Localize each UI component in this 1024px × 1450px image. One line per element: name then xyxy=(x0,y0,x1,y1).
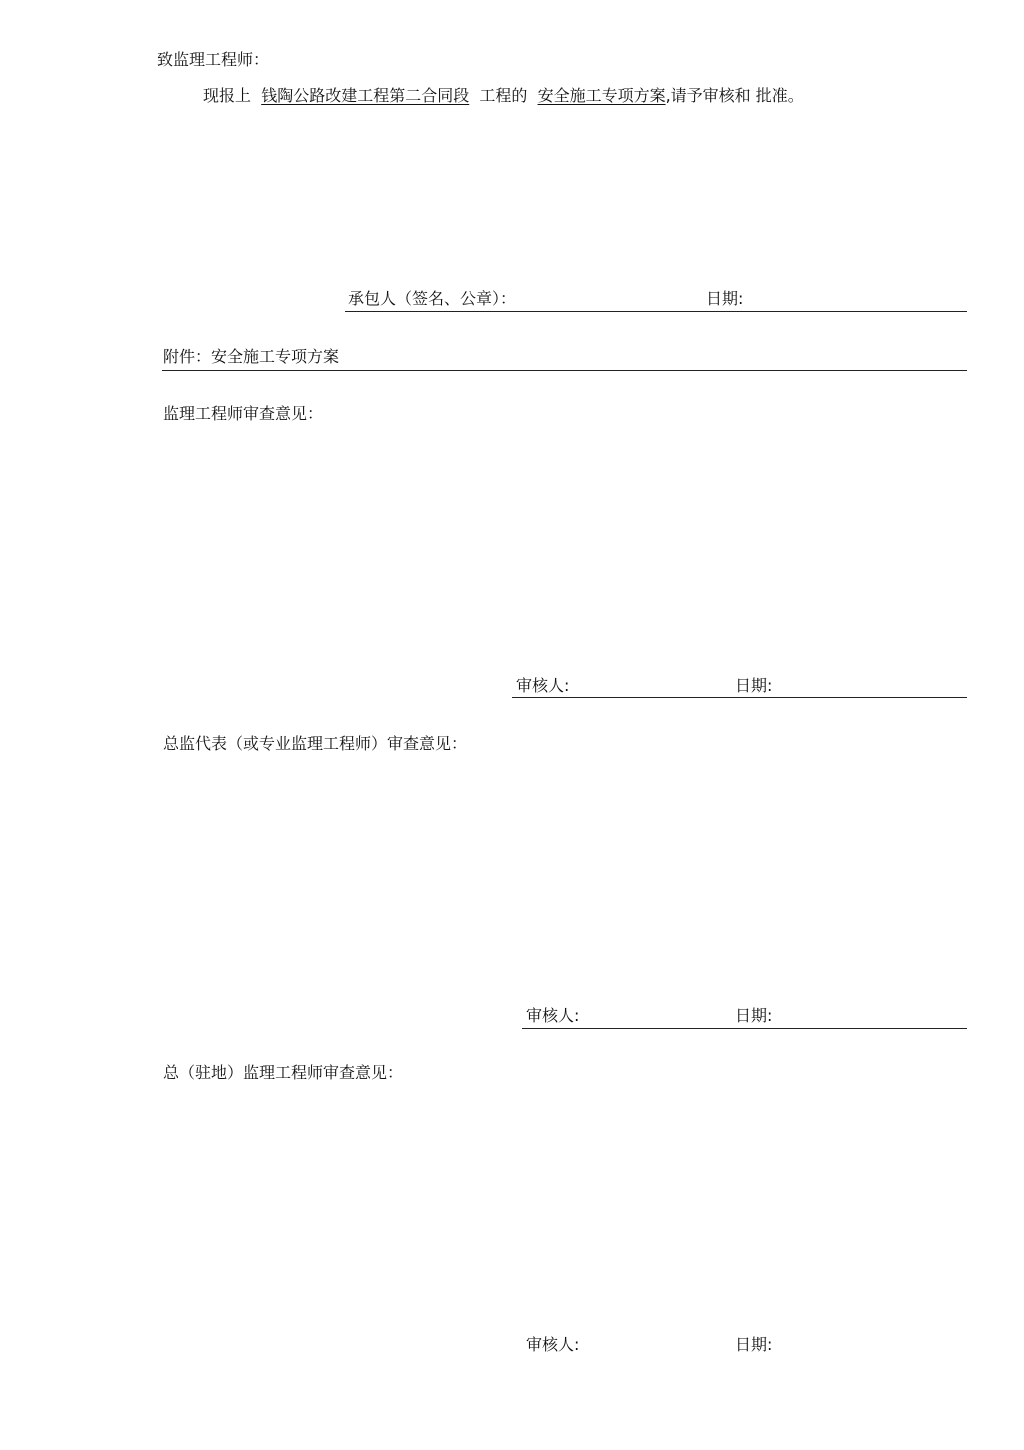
engineer-reviewer-label: 审核人: xyxy=(516,676,570,695)
document-name: 安全施工专项方案 xyxy=(537,86,666,105)
salutation: 致监理工程师： xyxy=(157,50,270,69)
submission-line xyxy=(203,88,804,104)
engineer-review-heading: 监理工程师审查意见： xyxy=(163,404,324,423)
resident-date-label: 日期: xyxy=(735,1335,773,1354)
submission-prefix: 现报上 xyxy=(203,86,252,105)
chief-rep-reviewer-label: 审核人: xyxy=(526,1006,580,1025)
chief-rep-review-heading: 总监代表（或专业监理工程师）审查意见： xyxy=(163,734,468,753)
contractor-signature-rule xyxy=(345,311,967,312)
contractor-date-label: 日期: xyxy=(706,289,744,308)
submission-suffix: ,请予审核和 批准。 xyxy=(665,86,804,105)
attachment-rule xyxy=(162,370,967,371)
project-name: 钱陶公路改建工程第二合同段 xyxy=(261,86,470,105)
attachment-value: 安全施工专项方案 xyxy=(211,347,340,366)
submission-middle: 工程的 xyxy=(479,86,528,105)
chief-rep-date-label: 日期: xyxy=(735,1006,773,1025)
contractor-signature-label: 承包人（签名、公章）： xyxy=(348,289,517,308)
resident-review-heading: 总（驻地）监理工程师审查意见： xyxy=(163,1063,404,1082)
engineer-date-label: 日期: xyxy=(735,676,773,695)
engineer-signature-rule xyxy=(512,697,967,698)
chief-rep-signature-rule xyxy=(522,1028,967,1029)
attachment-line xyxy=(163,349,339,365)
attachment-label: 附件： xyxy=(163,347,212,366)
resident-reviewer-label: 审核人: xyxy=(526,1335,580,1354)
